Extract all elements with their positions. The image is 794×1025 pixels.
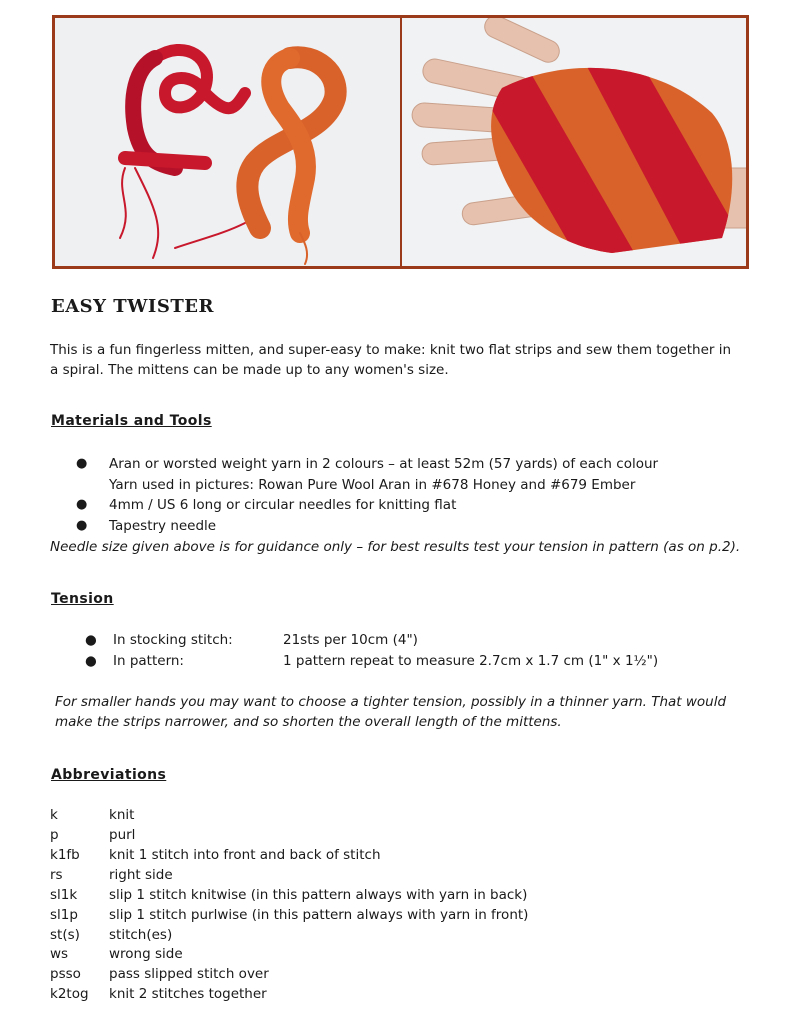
abbreviation-definition: wrong side [109,946,183,962]
bullet-icon: ● [85,632,97,648]
abbreviation-code: k1fb [50,847,80,863]
tension-row [0,653,794,673]
photo-frame [52,15,749,269]
materials-heading: Materials and Tools [51,413,212,429]
list-item [0,516,794,537]
abbreviation-definition: knit 2 stitches together [109,986,267,1002]
abbreviation-definition: knit 1 stitch into front and back of stitch [109,847,381,863]
bullet-icon: ● [85,653,97,669]
abbreviation-definition: right side [109,867,173,883]
tension-label: In stocking stitch: [113,632,233,648]
abbreviation-code: ws [50,946,69,962]
materials-yarn-note: Yarn used in pictures: Rowan Pure Wool Aran in #678 Honey and #679 Ember [109,476,636,493]
abbreviation-code: k [50,807,58,823]
fingerless-mitten-illustration [402,18,747,266]
list-item [0,495,794,516]
knitted-strips-photo [55,18,400,266]
tension-value: 1 pattern repeat to measure 2.7cm x 1.7 cm (1" x 1½") [283,653,659,669]
abbreviation-code: sl1k [50,887,78,903]
abbreviation-code: k2tog [50,986,89,1002]
bullet-icon: ● [76,456,88,471]
tension-heading: Tension [51,591,114,607]
abbreviation-definition: pass slipped stitch over [109,966,269,982]
abbreviation-definition: slip 1 stitch purlwise (in this pattern always with yarn in front) [109,907,529,923]
bullet-icon: ● [76,497,88,512]
materials-item-tapestry: Tapestry needle [109,517,217,534]
tension-note: For smaller hands you may want to choose a tighter tension, possibly in a thinner yarn. That would make the strips narrower, and so shorten the overall length of the mittens. [55,694,727,730]
abbreviation-code: sl1p [50,907,78,923]
list-item [0,454,794,495]
tension-label: In pattern: [113,653,184,669]
materials-list [0,454,794,536]
abbreviation-definition: knit [109,807,135,823]
abbreviations-heading: Abbreviations [51,767,167,783]
abbreviation-code: p [50,827,59,843]
fingerless-mitten-photo [402,18,747,266]
page-title: EASY TWISTER [51,296,214,317]
abbreviation-code: st(s) [50,927,80,943]
abbreviation-code: psso [50,966,81,982]
intro-paragraph: This is a fun fingerless mitten, and super-easy to make: knit two flat strips and sew them together in a spiral. The mittens can be made up to any women's size. [50,342,732,378]
materials-item-yarn: Aran or worsted weight yarn in 2 colours – at least 52m (57 yards) of each colour [109,456,659,472]
abbreviation-code: rs [50,867,63,883]
knitted-strips-illustration [55,18,400,266]
abbreviation-definition: slip 1 stitch knitwise (in this pattern always with yarn in back) [109,887,528,903]
abbreviation-definition: stitch(es) [109,927,173,943]
abbreviation-definition: purl [109,827,136,843]
bullet-icon: ● [76,517,88,533]
tension-row [0,632,794,652]
tension-value: 21sts per 10cm (4") [283,632,418,648]
materials-item-needles: 4mm / US 6 long or circular needles for knitting flat [109,497,457,513]
needle-note: Needle size given above is for guidance only – for best results test your tension in pattern (as on p.2). [50,539,741,555]
